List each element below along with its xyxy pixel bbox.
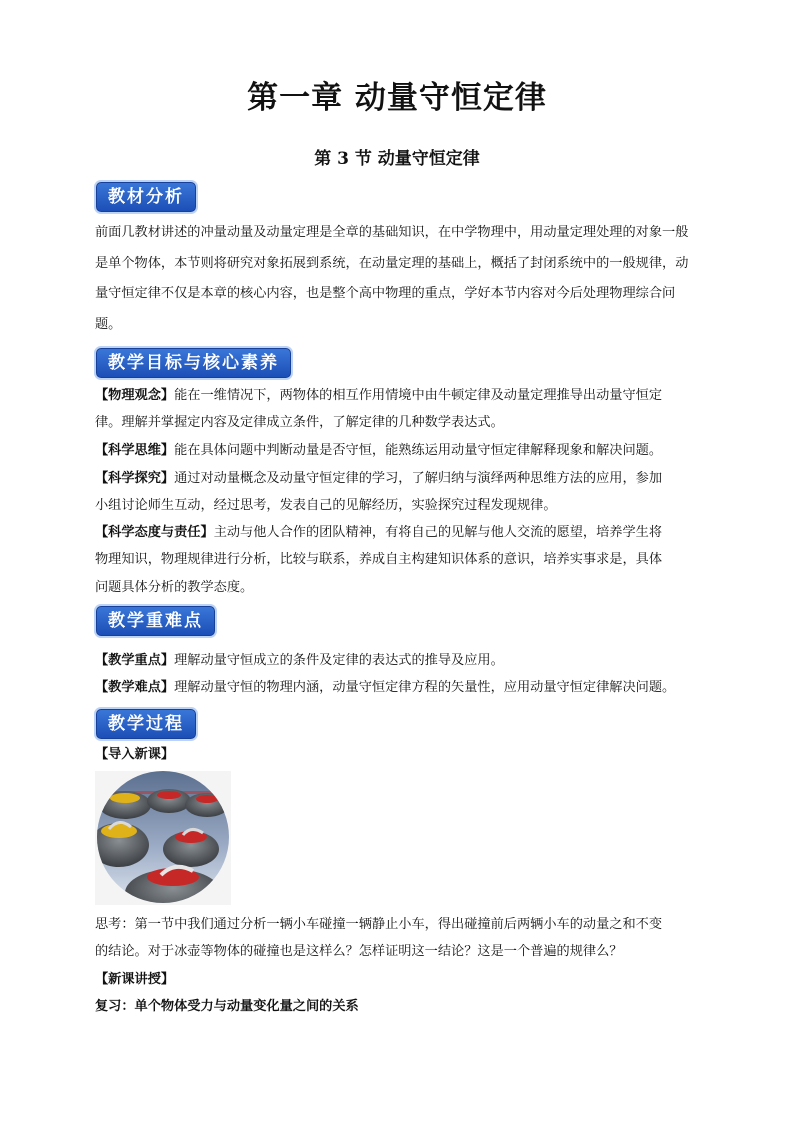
intro-heading: 【导入新课】 [95,747,175,762]
material-analysis-text: 前面几教材讲述的冲量动量及动量定理是全章的基础知识，在中学物理中，用动量定理处理的对象一般是单个物体，本节则将研究对象拓展到系统，在动量定理的基础上，概括了封闭系统中的一般规律，动量守恒定律不仅是本章的核心内容，也是整个高中物理的重点，学好本节内容对今后处理物理综合问题。 [95,225,689,332]
objective-scientific-inquiry [95,467,715,486]
difficulty-label: 【教学难点】 [95,680,175,695]
objective-text: 能在具体问题中判断动量是否守恒，能熟练运用动量守恒定律解释现象和解决问题。 [174,443,663,458]
difficulty-text: 理解动量守恒的物理内涵，动量守恒定律方程的矢量性，应用动量守恒定律解决问题。 [174,680,676,695]
objective-text-continued: 物理知识，物理规律进行分析，比较与联系，养成自主构建知识体系的意识，培养实事求是，具体 [95,552,663,567]
think-question-line1: 思考：第一节中我们通过分析一辆小车碰撞一辆静止小车，得出碰撞前后两辆小车的动量之和不变 [95,917,663,932]
new-lesson-heading: 【新课讲授】 [95,972,175,987]
focus-text: 理解动量守恒成立的条件及定律的表达式的推导及应用。 [174,653,504,668]
objective-text: 主动与他人合作的团队精神，有将自己的见解与他人交流的愿望，培养学生将 [213,525,663,540]
objective-text-continued: 律。理解并掌握定内容及定律成立条件，了解定律的几种数学表达式。 [95,415,504,430]
chapter-title: 第一章 动量守恒定律 [247,80,547,116]
review-heading: 复习：单个物体受力与动量变化量之间的关系 [95,999,359,1014]
objective-physics-concept [95,384,715,403]
objective-scientific-thinking [95,439,715,458]
teaching-focus [95,649,715,668]
objective-label: 【科学思维】 [95,443,175,458]
section-title: 第 3 节 动量守恒定律 [314,149,480,169]
objective-text: 能在一维情况下，两物体的相互作用情境中由牛顿定律及动量定理推导出动量守恒定 [174,388,663,403]
process-badge: 教学过程 [96,709,196,739]
material-analysis-badge: 教材分析 [96,182,196,212]
key-points-badge: 教学重难点 [96,606,215,636]
curling-stones-image [95,771,231,905]
objective-text: 通过对动量概念及动量守恒定律的学习，了解归纳与演绎两种思维方法的应用，参加 [174,471,663,486]
focus-label: 【教学重点】 [95,653,175,668]
curling-stones-illustration [95,771,231,905]
objective-label: 【物理观念】 [95,388,175,403]
teaching-difficulty [95,676,715,695]
think-question-line2: 的结论。对于冰壶等物体的碰撞也是这样么？怎样证明这一结论？这是一个普遍的规律么？ [95,944,623,959]
objective-text-continued: 问题具体分析的教学态度。 [95,580,254,595]
objective-attitude-responsibility [95,521,715,540]
objective-text-continued: 小组讨论师生互动，经过思考，发表自己的见解经历，实验探究过程发现规律。 [95,498,557,513]
objective-label: 【科学态度与责任】 [95,525,214,540]
objective-label: 【科学探究】 [95,471,175,486]
objectives-badge: 教学目标与核心素养 [96,348,291,378]
